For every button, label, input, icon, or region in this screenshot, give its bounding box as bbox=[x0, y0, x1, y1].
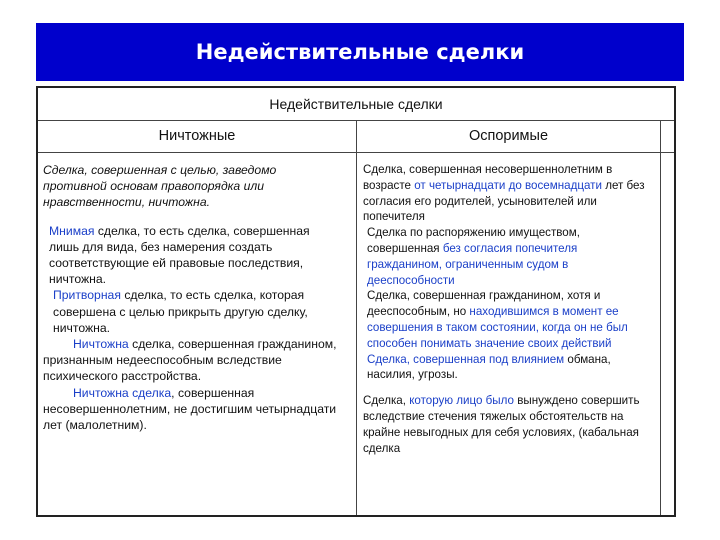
column-divider bbox=[356, 120, 357, 515]
voidable-item-1-a: Сделка, совершенная несовершеннолетним в возрасте bbox=[363, 163, 613, 192]
voidable-item-5 bbox=[363, 393, 655, 456]
void-item-5-text: , совершенная несовершеннолетним, не достигшим четырнадцати лет (малолетним). bbox=[43, 385, 337, 433]
term-nichtozhna-sdelka: Ничтожна сделка bbox=[73, 385, 172, 400]
voidable-item-2 bbox=[363, 225, 655, 288]
void-column bbox=[43, 162, 343, 433]
voidable-item-3-a: Сделка, совершенная гражданином, хотя и дееспособным, но bbox=[367, 289, 601, 319]
header-void: Ничтожные bbox=[158, 128, 236, 144]
void-item-5 bbox=[43, 385, 343, 434]
void-item-4-text: сделка, совершенная гражданином, признанным недееспособным вследствие психического расстройства. bbox=[43, 337, 337, 384]
voidable-item-5-c: вынуждено совершить вследствие стечения тяжелых обстоятельств на крайне невыгодных для себя условиях, (кабальная сделка bbox=[363, 394, 640, 455]
header-voidable: Оспоримые bbox=[468, 128, 549, 144]
voidable-item-5-b: которую лицо было bbox=[409, 394, 514, 408]
voidable-item-2-a: Сделка по распоряжению имуществом, совершенная bbox=[367, 226, 580, 255]
column-divider bbox=[660, 120, 661, 515]
void-item-4 bbox=[43, 336, 343, 385]
voidable-item-1 bbox=[363, 162, 655, 225]
table-title: Недействительные сделки bbox=[269, 96, 443, 112]
void-item-1: Сделка, совершенная с целью, заведомо противной основам правопорядка или нравственности, ничтожна. bbox=[43, 163, 277, 210]
voidable-item-4-a: Сделка, совершенная под влиянием bbox=[367, 352, 565, 366]
term-nichtozhna: Ничтожна bbox=[73, 337, 129, 352]
voidable-column bbox=[363, 162, 655, 456]
voidable-item-3-b: находившимся в момент ее совершения в таком состоянии, когда он не был способен понимать значение своих действий bbox=[367, 305, 628, 350]
voidable-item-4 bbox=[363, 352, 655, 384]
void-item-3 bbox=[43, 287, 343, 336]
voidable-item-2-b: без согласия попечителя гражданином, ограниченным судом в дееспособности bbox=[367, 241, 578, 287]
voidable-item-5-a: Сделка, bbox=[363, 394, 410, 408]
void-item-2-text: сделка, то есть сделка, совершенная лишь для вида, без намерения создать соответствующие ей правовые последствия, ничтожна. bbox=[49, 223, 310, 287]
voidable-item-3 bbox=[363, 288, 655, 351]
void-item-3-text: сделка, то есть сделка, которая совершена с целью прикрыть другую сделку, ничтожна. bbox=[53, 288, 308, 335]
void-item-2 bbox=[43, 223, 343, 288]
voidable-item-4-b: обмана, насилия, угрозы. bbox=[367, 352, 611, 382]
slide-title: Недействительные сделки bbox=[195, 40, 525, 64]
invalid-deals-table bbox=[36, 86, 676, 517]
slide-title-banner bbox=[36, 23, 684, 81]
term-mnimaya: Мнимая bbox=[49, 223, 95, 238]
voidable-item-1-c: лет без согласия его родителей, усыновителей или попечителя bbox=[363, 178, 645, 224]
voidable-item-1-b: от четырнадцати до восемнадцати bbox=[414, 178, 602, 192]
term-pritvornaya: Притворная bbox=[53, 288, 121, 303]
